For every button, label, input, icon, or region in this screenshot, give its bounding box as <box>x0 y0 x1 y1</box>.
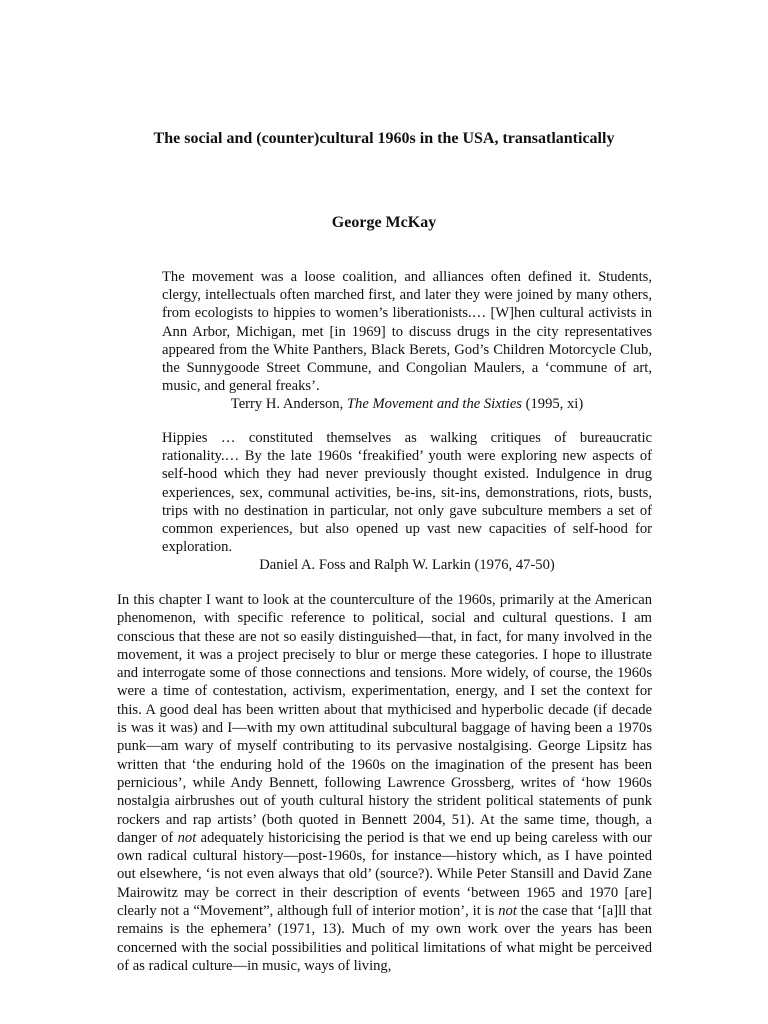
author-name: George McKay <box>331 214 437 231</box>
epigraph-2-citation: Daniel A. Foss and Ralph W. Larkin (1976, 47-50) <box>259 557 555 574</box>
body-text-part-2: adequately historicising the period is that we end up being careless with our own radical cultural history—post-1960s, for instance—history which, as I have pointed out elsewhere, ‘is not even always that old’ (source?). While Peter Stansill and David Zane Mairowitz may be correct in their description of events ‘between 1965 and 1970 [are] clearly not a “Movement”, although full of interior motion’, it is <box>117 829 652 920</box>
epigraph-1 <box>162 268 652 414</box>
epigraph-1-citation <box>162 395 652 413</box>
body-paragraph <box>117 591 652 975</box>
epigraph-1-citation-work: The Movement and the Sixties <box>346 396 522 413</box>
epigraph-2 <box>162 429 652 575</box>
body-emphasis-1: not <box>177 829 197 846</box>
epigraph-1-citation-ref: (1995, xi) <box>521 396 584 413</box>
body-text-part-1: In this chapter I want to look at the counterculture of the 1960s, primarily at the American phenomenon, with specific reference to political, social and cultural questions. I am conscious that these are not so easily distinguished—that, in fact, for many involved in the movement, it was a project precisely to blur or merge these categories. I hope to illustrate and interrogate some of those connections and tensions. More widely, of course, the 1960s were a time of contestation, activism, experimentation, energy, and I set the context for this. A good deal has been written about that mythicised and hyperbolic decade (if decade is was it was) and I—with my own attitudinal subcultural baggage of having been a 1970s punk—am wary of myself contributing to its pervasive nostalgising. George Lipsitz has written that ‘the enduring hold of the 1960s on the imagination of the present has been pernicious’, while Andy Bennett, following Lawrence Grossberg, writes of ‘how 1960s nostalgia airbrushes out of youth cultural history the strident political statements of punk rockers and rap artists’ (both quoted in Bennett 2004, 51). At the same time, though, a danger of <box>117 592 652 846</box>
chapter-title: The social and (counter)cultural 1960s in the USA, transatlantically <box>153 130 615 147</box>
body-emphasis-2: not <box>498 903 517 920</box>
epigraph-1-citation-author: Terry H. Anderson, <box>230 396 347 413</box>
body-text-part-3: the case that ‘[a]ll that remains is the ephemera’ (1971, 13). Much of my own work over the years has been concerned with the social possibilities and political limitations of what might be perceived of as radical culture—in music, ways of living, <box>117 903 652 974</box>
epigraph-1-text: The movement was a loose coalition, and alliances often defined it. Students, clergy, intellectuals often marched first, and later they were joined by many others, from ecologists to hippies to women’s liberationists.… [W]hen cultural activists in Ann Arbor, Michigan, met [in 1969] to discuss drugs in the city representatives appeared from the White Panthers, Black Berets, God’s Children Motorcycle Club, the Sunnygoode Street Commune, and Congolian Maulers, a ‘commune of art, music, and general freaks’. <box>162 269 652 395</box>
epigraph-2-text: Hippies … constituted themselves as walking critiques of bureaucratic rationality.… By the late 1960s ‘freakified’ youth were exploring new aspects of self-hood which they had never previously thought existed. Indulgence in drug experiences, sex, communal activities, be-ins, sit-ins, demonstrations, riots, busts, trips with no destination in particular, not only gave subculture members a set of common experiences, but also opened up vast new capacities of self-hood for exploration. <box>162 430 652 556</box>
